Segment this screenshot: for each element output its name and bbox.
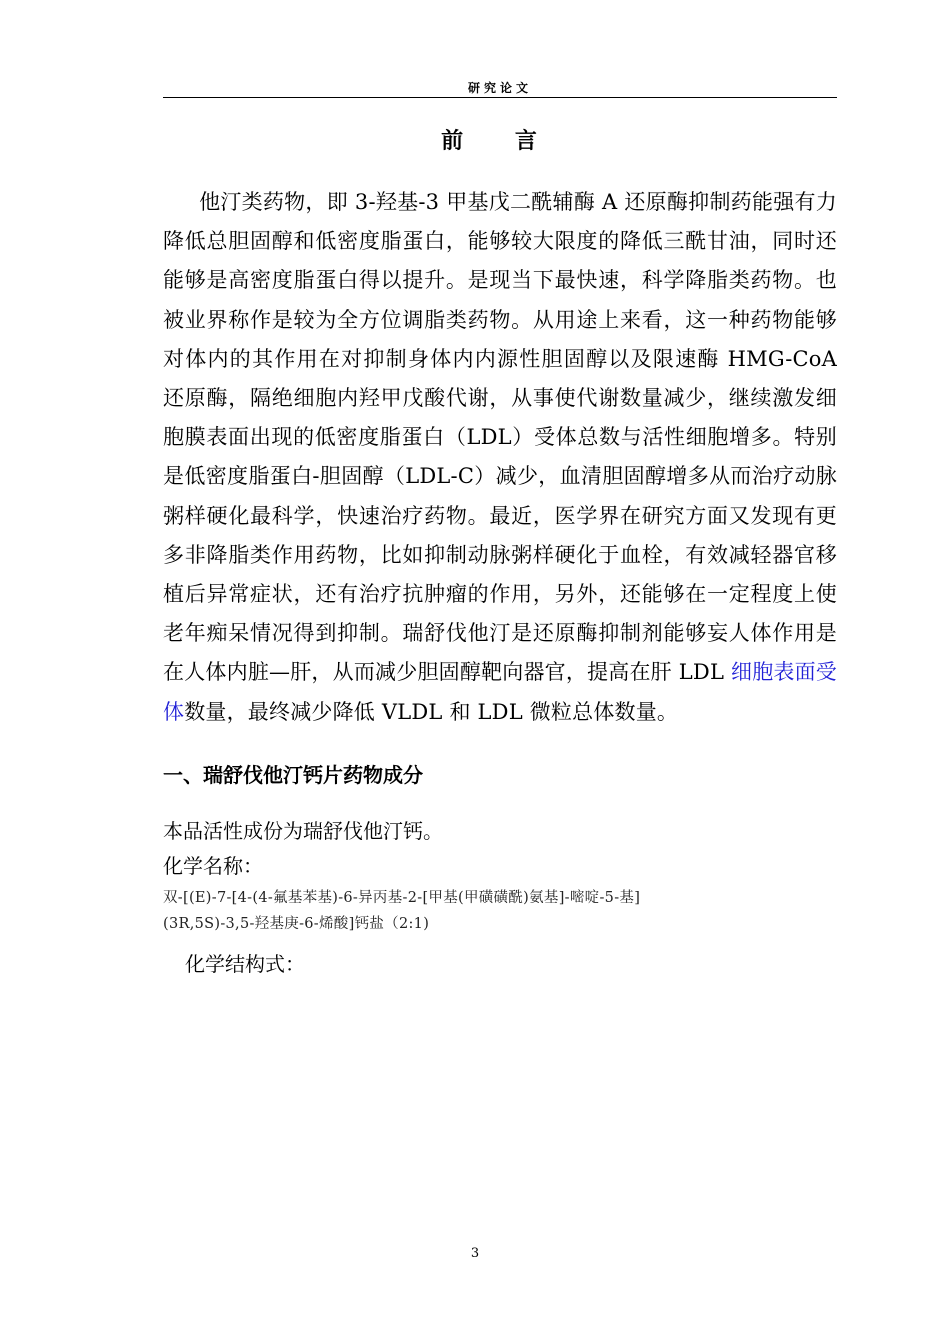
page-number: 3	[470, 1246, 480, 1261]
chemical-name-line: (3R,5S)-3,5-羟基庚-6-烯酸]钙盐（2:1)	[163, 916, 430, 932]
intro-text: 他汀类药物，即 3-羟基-3 甲基戊二酰辅酶 A 还原酶抑制药能强有力降低总胆固醇和低密度脂蛋白，能够较大限度的降低三酰甘油，同时还能够是高密度脂蛋白得以提升。是现当下最快速，科学降脂类药物。也被业界称作是较为全方位调脂类药物。从用途上来看，这一种药物能够对体内的其作用在对抑制身体内内源性胆固醇以及限速酶 HMG-CoA 还原酶，隔绝细胞内羟甲戊酸代谢，从事使代谢数量减少，继续激发细胞膜表面出现的低密度脂蛋白（LDL）受体总数与活性细胞增多。特别是低密度脂蛋白-胆固醇（LDL-C）减少，血清胆固醇增多从而治疗动脉粥样硬化最科学，快速治疗药物。最近，医学界在研究方面又发现有更多非降脂类作用药物，比如抑制动脉粥样硬化于血栓，有效减轻器官移植后异常症状，还有治疗抗肿瘤的作用，另外，还能够在一定程度上使老年痴呆情况得到抑制。瑞舒伐他汀是还原酶抑制剂能够妄人体作用是在人体内脏—肝，从而减少胆固醇靶向器官，提高在肝 LDL	[163, 190, 837, 685]
intro-text-end: 数量，最终减少降低 VLDL 和 LDL 微粒总体数量。	[184, 699, 679, 724]
intro-paragraph	[163, 183, 837, 732]
active-ingredient-text: 本品活性成份为瑞舒伐他汀钙。	[163, 819, 443, 843]
section-heading: 一、瑞舒伐他汀钙片药物成分	[163, 763, 423, 787]
chemical-name-label: 化学名称：	[163, 854, 263, 878]
chemical-name	[163, 885, 837, 937]
structure-label: 化学结构式：	[185, 952, 305, 976]
intro-link[interactable]: 细胞表面受体	[163, 660, 837, 724]
chemical-name-line: 双-[(E)-7-[4-(4-氟基苯基)-6-异丙基-2-[甲基(甲磺磺酰)氨基]-嘧啶-5-基]	[163, 890, 641, 906]
running-header: 研究论文	[467, 81, 532, 95]
header-rule	[163, 97, 837, 98]
page-title: 前 言	[441, 129, 559, 154]
